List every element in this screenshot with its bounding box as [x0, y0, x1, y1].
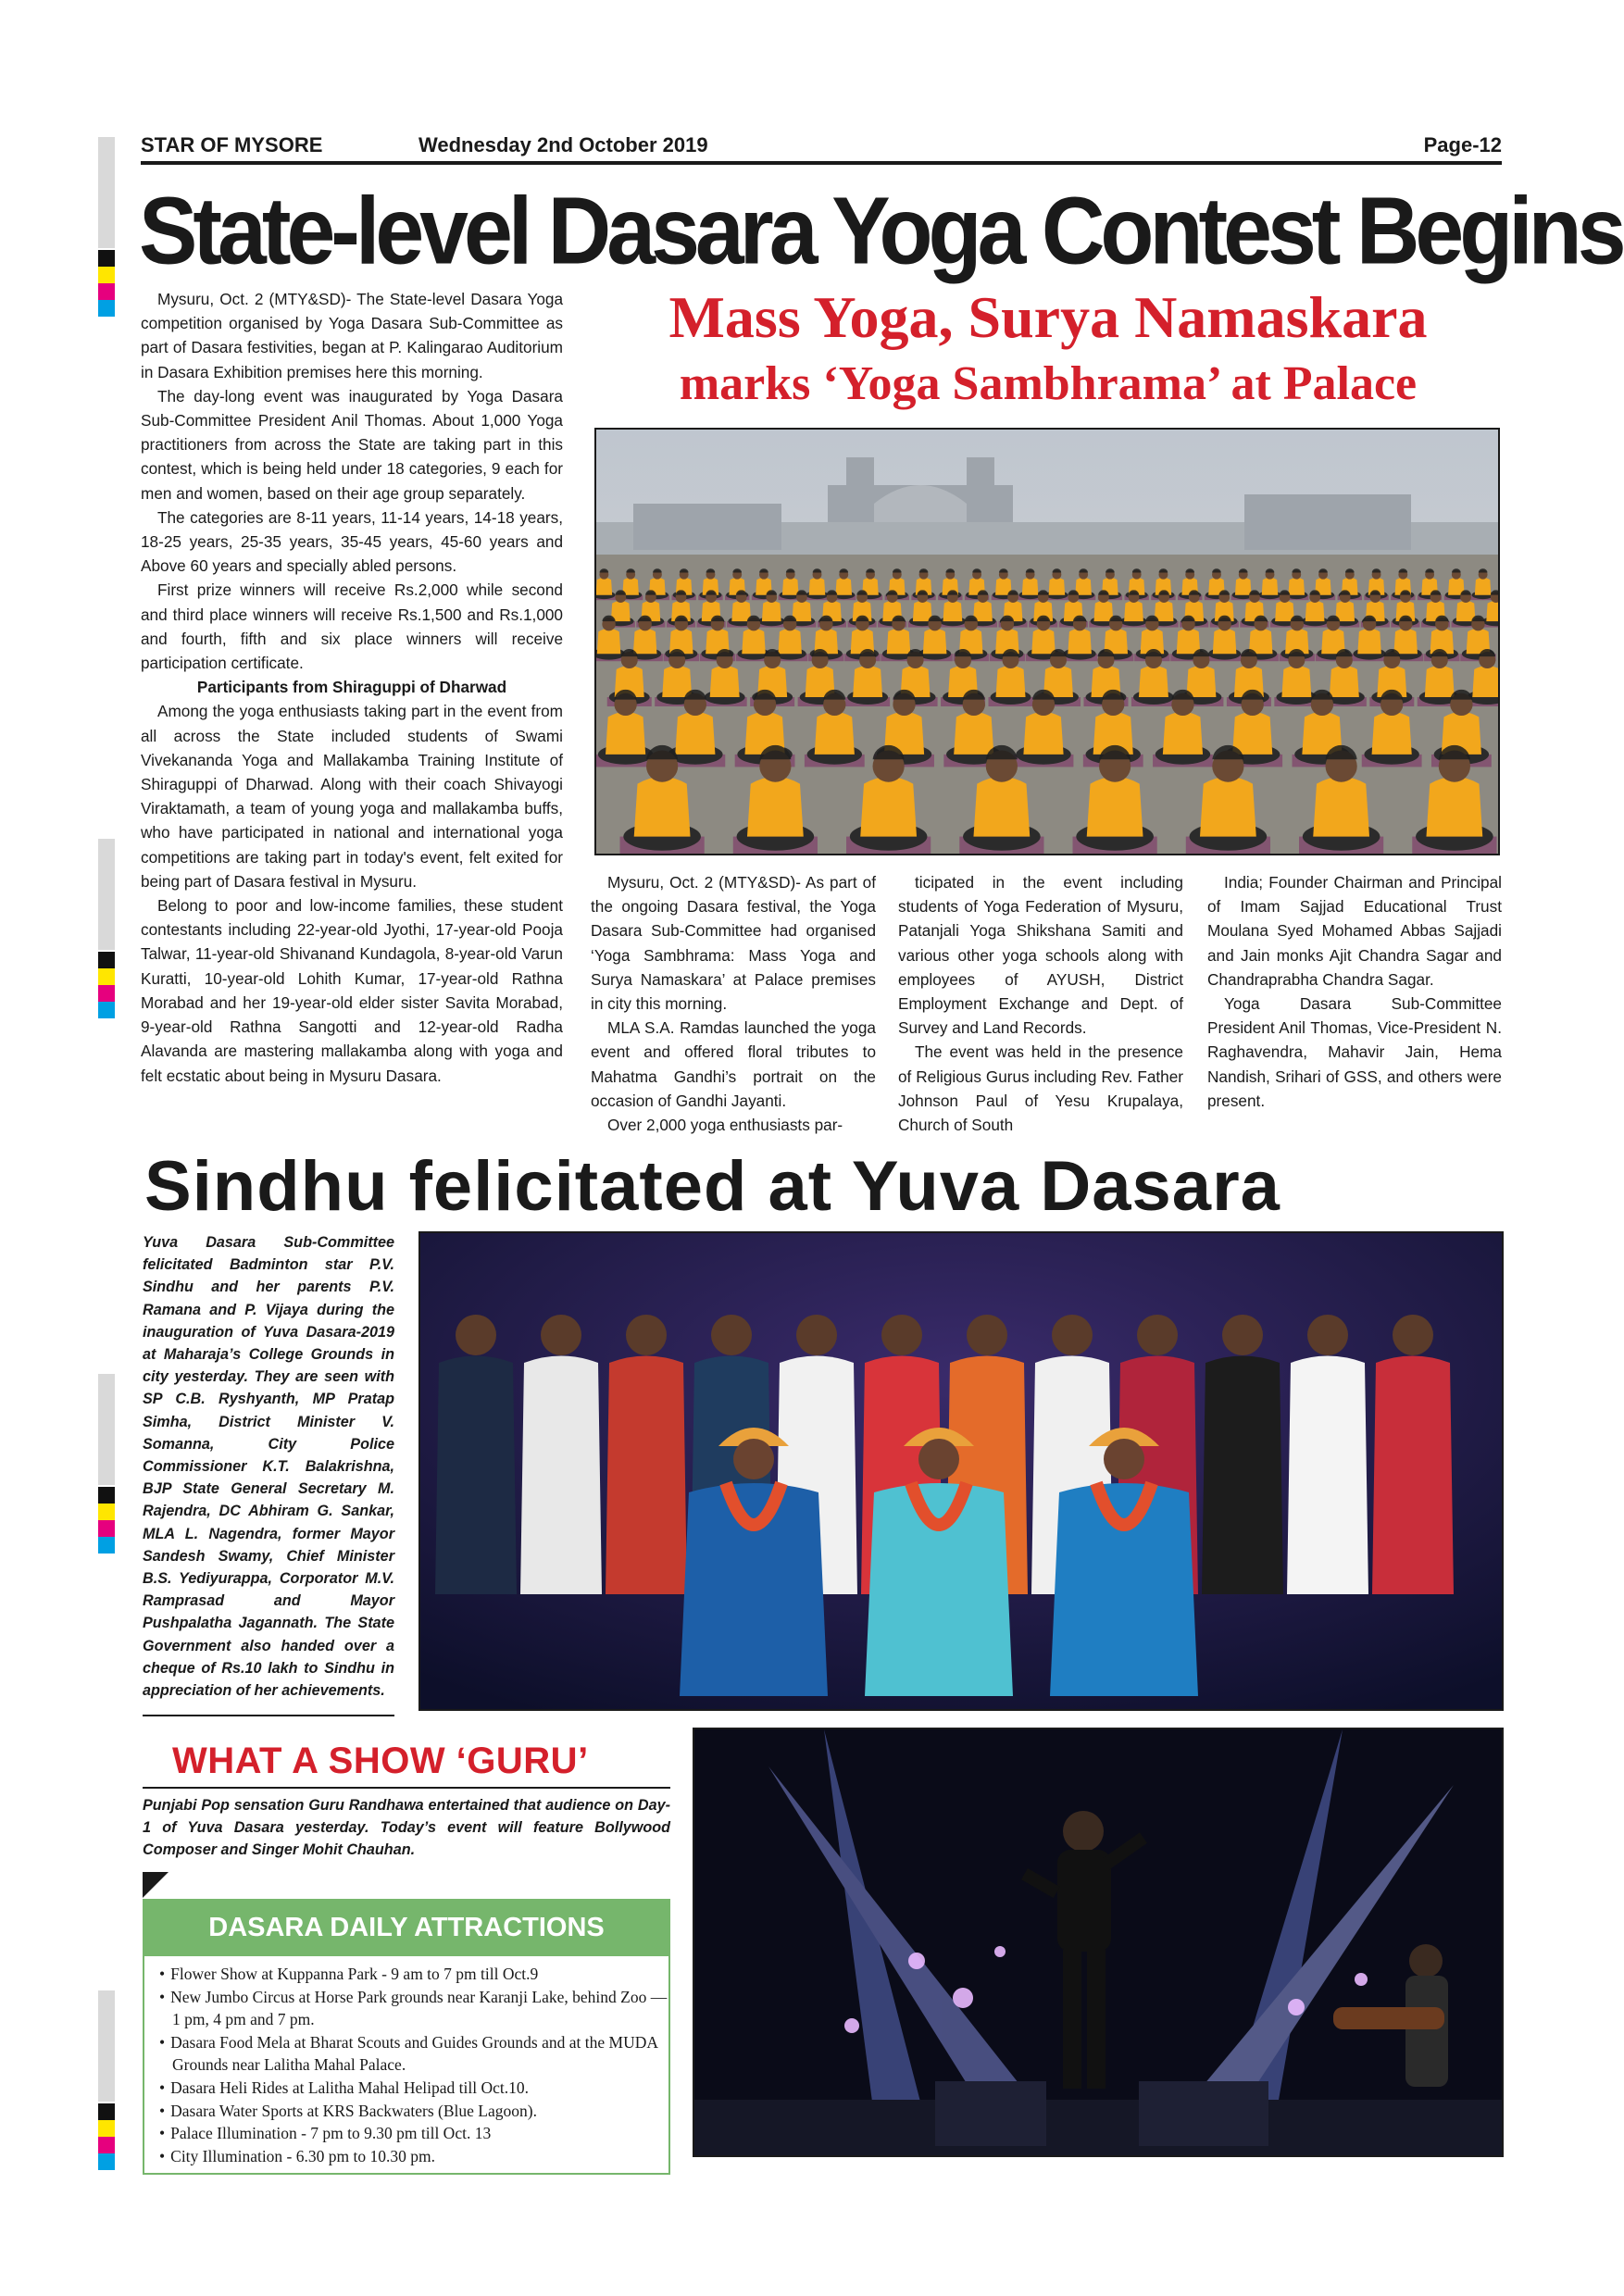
- cyan-swatch: [98, 300, 115, 317]
- article-paragraph: Over 2,000 yoga enthusiasts par-: [607, 1116, 843, 1135]
- magenta-swatch: [98, 283, 115, 300]
- black-swatch: [98, 1487, 115, 1504]
- yellow-swatch: [98, 2120, 115, 2137]
- article-paragraph: India; Founder Chairman and Principal of Imam Sajjad Educational Trust Moulana Syed Mohamed Abbas Sajjadi and Jain monks Ajit Chandra Sagar and Chandraprabha Chandra Sagar.: [1207, 873, 1502, 989]
- article-paragraph: The day-long event was inaugurated by Yoga Dasara Sub-Committee President Anil Thomas. About 1,000 Yoga practitioners from across the State are taking part in this contest, which is being held under 18 categories, 9 each for men and women, based on their age group separately.: [141, 386, 563, 503]
- article-paragraph: Yoga Dasara Sub-Committee President Anil Thomas, Vice-President N. Raghavendra, Mahavir Jain, Hema Nandish, Srihari of GSS, and others were present.: [1207, 994, 1502, 1110]
- issue-date: Wednesday 2nd October 2019: [418, 133, 708, 156]
- article-paragraph: Among the yoga enthusiasts taking part in the event from all across the State included students of Swami Vivekananda Yoga and Mallakamba Training Institute of Shiraguppi of Dharwad. Along with their coach Shivayogi Viraktamath, a team of young yoga and mallakamba buffs, who have participated in national and international yoga competitions are taking part in today's event, felt exited for being part of Dasara festival in Mysuru.: [141, 702, 563, 891]
- mass-yoga-col2: [898, 870, 1183, 1137]
- attractions-list: [156, 1963, 670, 2167]
- mass-yoga-headline-line2: marks ‘Yoga Sambhrama’ at Palace: [679, 357, 1418, 410]
- magenta-swatch: [98, 1520, 115, 1537]
- attraction-item: • City Illumination - 6.30 pm to 10.30 pm.: [156, 2145, 670, 2168]
- article-paragraph: First prize winners will receive Rs.2,000 while second and third place winners will receive Rs.1,500 and Rs.1,000 and fourth, fifth and six place winners will receive participation certificate.: [141, 580, 563, 673]
- attraction-item: • Dasara Water Sports at KRS Backwaters (Blue Lagoon).: [156, 2100, 670, 2123]
- masthead: [141, 133, 1502, 165]
- guru-concert-photo: [693, 1728, 1504, 2157]
- header-rule: [141, 161, 1502, 165]
- paper-name: STAR OF MYSORE: [141, 133, 323, 156]
- yoga-contest-article: [141, 287, 563, 1088]
- black-swatch: [98, 952, 115, 968]
- attraction-item: • New Jumbo Circus at Horse Park grounds near Karanji Lake, behind Zoo — 1 pm, 4 pm and 7 pm.: [156, 1986, 670, 2031]
- mass-yoga-headline-line1: Mass Yoga, Surya Namaskara: [668, 284, 1428, 350]
- magenta-swatch: [98, 2137, 115, 2153]
- guru-headline-rule: [143, 1787, 670, 1789]
- registration-bar: [98, 1374, 115, 1485]
- magenta-swatch: [98, 985, 115, 1002]
- black-swatch: [98, 250, 115, 267]
- black-swatch: [98, 2103, 115, 2120]
- page-number: Page-12: [1423, 133, 1502, 156]
- mass-yoga-illustration: [596, 430, 1500, 855]
- yellow-swatch: [98, 267, 115, 283]
- article-paragraph: MLA S.A. Ramdas launched the yoga event and offered floral tributes to Mahatma Gandhi’s portrait on the occasion of Gandhi Jayanti.: [591, 1018, 876, 1110]
- guru-caption: Punjabi Pop sensation Guru Randhawa entertained that audience on Day-1 of Yuva Dasara yesterday. Today’s event will feature Bollywood Composer and Singer Mohit Chauhan.: [143, 1797, 670, 1859]
- attraction-item: • Dasara Food Mela at Bharat Scouts and Guides Grounds and at the MUDA Grounds near Lalitha Mahal Palace.: [156, 2031, 670, 2077]
- mass-yoga-photo: [594, 428, 1500, 855]
- article-paragraph: The categories are 8-11 years, 11-14 years, 14-18 years, 18-25 years, 25-35 years, 35-45 years, 45-60 years and Above 60 years and specially abled persons.: [141, 507, 563, 576]
- article-paragraph: Belong to poor and low-income families, these student contestants including 22-year-old Jyothi, 17-year-old Pooja Talwar, 11-year-old Shivanand Kundagola, 8-year-old Varun Kuratti, 10-year-old Lohith Kumar, 17-year-old Rathna Morabad and her 19-year-old elder sister Savita Morabad, 9-year-old Rathna Sangotti and 12-year-old Radha Alavanda are mastering mallakamba along with yoga and felt ecstatic about being in Mysuru Dasara.: [141, 896, 563, 1085]
- sindhu-headline: Sindhu felicitated at Yuva Dasara: [144, 1147, 1280, 1226]
- mass-yoga-col3: [1207, 870, 1502, 1113]
- yoga-contest-headline: State-level Dasara Yoga Contest Begins: [139, 178, 1622, 285]
- felicitation-illustration: [420, 1233, 1504, 1711]
- mass-yoga-col1: [591, 870, 876, 1137]
- attractions-corner-mark: [143, 1872, 169, 1898]
- article-paragraph: The event was held in the presence of Religious Gurus including Rev. Father Johnson Paul of Yesu Krupalaya, Church of South: [898, 1042, 1183, 1135]
- sindhu-felicitation-photo: [418, 1231, 1504, 1711]
- article-subhead: Participants from Shiraguppi of Dharwad: [196, 678, 507, 697]
- registration-bar: [98, 137, 115, 248]
- concert-illustration: [694, 1729, 1504, 2157]
- cyan-swatch: [98, 1537, 115, 1554]
- article-paragraph: Mysuru, Oct. 2 (MTY&SD)- The State-level Dasara Yoga competition organised by Yoga Dasara Sub-Committee as part of Dasara festivities, began at P. Kalingarao Auditorium in Dasara Exhibition premises here this morning.: [141, 290, 563, 381]
- caption-rule: [143, 1715, 394, 1716]
- yellow-swatch: [98, 968, 115, 985]
- registration-bar: [98, 1990, 115, 2102]
- yellow-swatch: [98, 1504, 115, 1520]
- guru-show-headline: WHAT A SHOW ‘GURU’: [172, 1741, 589, 1781]
- cyan-swatch: [98, 1002, 115, 1018]
- registration-bar: [98, 839, 115, 950]
- sindhu-caption: Yuva Dasara Sub-Committee felicitated Badminton star P.V. Sindhu and her parents P.V. Ramana and P. Vijaya during the inauguration of Yuva Dasara-2019 at Maharaja’s College Grounds in city yesterday. They are seen with SP C.B. Ryshyanth, MP Pratap Simha, District Minister V. Somanna, City Police Commissioner K.T. Balakrishna, BJP State General Secretary M. Rajendra, DC Abhiram G. Sankar, MLA L. Nagendra, former Mayor Sandesh Swamy, Chief Minister B.S. Yediyurappa, Corporator M.V. Ramprasad and Mayor Pushpalatha Jagannath. The State Government also handed over a cheque of Rs.10 lakh to Sindhu in appreciation of her achievements.: [143, 1234, 394, 1700]
- article-paragraph: Mysuru, Oct. 2 (MTY&SD)- As part of the ongoing Dasara festival, the Yoga Dasara Sub-Committee had organised ‘Yoga Sambhrama: Mass Yoga and Surya Namaskara’ at Palace premises in city this morning.: [591, 873, 876, 1014]
- attractions-title: DASARA DAILY ATTRACTIONS: [143, 1899, 670, 1956]
- attraction-item: • Flower Show at Kuppanna Park - 9 am to 7 pm till Oct.9: [156, 1963, 670, 1986]
- attraction-item: • Dasara Heli Rides at Lalitha Mahal Helipad till Oct.10.: [156, 2077, 670, 2100]
- attraction-item: • Palace Illumination - 7 pm to 9.30 pm till Oct. 13: [156, 2122, 670, 2145]
- cyan-swatch: [98, 2153, 115, 2170]
- article-paragraph: ticipated in the event including students of Yoga Federation of Mysuru, Patanjali Yoga Shikshana Samiti and various other yoga schools along with employees of AYUSH, District Employment Exchange and Dept. of Survey and Land Records.: [898, 873, 1183, 1038]
